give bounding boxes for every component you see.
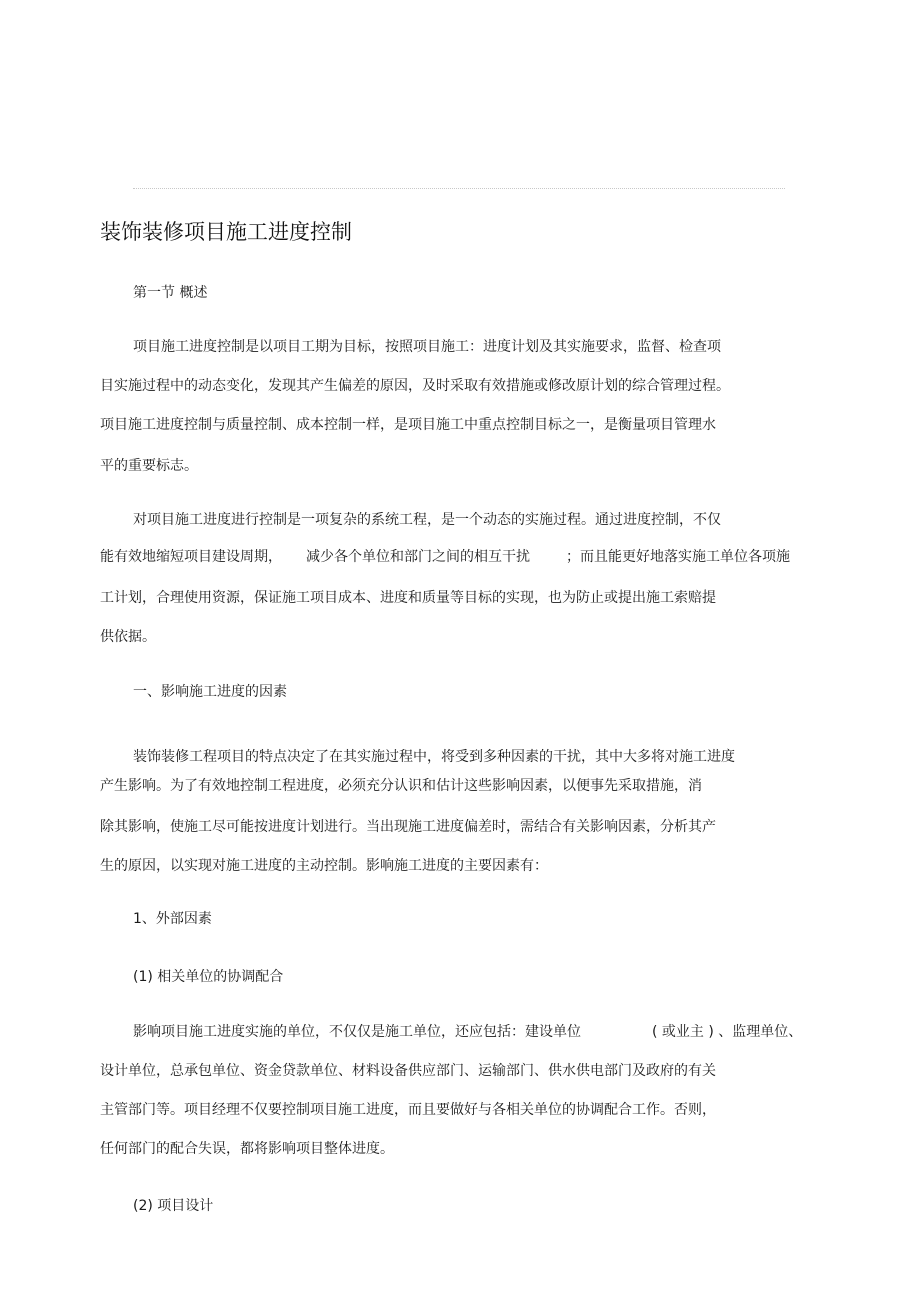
para4-line1a: 影响项目施工进度实施的单位，不仅仅是施工单位，还应包括：建设单位 [133,1024,581,1040]
para2-line4: 供依据。 [100,629,156,645]
para4-line2: 设计单位，总承包单位、资金贷款单位、材料设备供应部门、运输部门、供水供电部门及政府的有关 [100,1063,716,1079]
para3-line2: 产生影响。为了有效地控制工程进度，必须充分认识和估计这些影响因素，以便事先采取措施，消 [100,778,702,794]
heading-coordination: (1) 相关单位的协调配合 [133,969,284,985]
para2-line2b: 减少各个单位和部门之间的相互干扰 [306,549,530,565]
para4-line1b: ( 或业主 ) 、监理单位、 [652,1024,803,1040]
para2-line1: 对项目施工进度进行控制是一项复杂的系统工程，是一个动态的实施过程。通过进度控制，不仅 [133,512,721,528]
para1-line2: 目实施过程中的动态变化，发现其产生偏差的原因，及时采取有效措施或修改原计划的综合管理过程。 [100,378,730,394]
para2-line2c: ；而且能更好地落实施工单位各项施 [566,549,790,565]
header-divider [133,188,785,189]
heading-design: (2) 项目设计 [133,1198,214,1214]
para3-line4: 生的原因，以实现对施工进度的主动控制。影响施工进度的主要因素有： [100,858,548,874]
para1-line4: 平的重要标志。 [100,458,198,474]
para1-line1: 项目施工进度控制是以项目工期为目标，按照项目施工：进度计划及其实施要求，监督、检查项 [133,339,721,355]
heading-factors: 一、影响施工进度的因素 [133,684,287,700]
para4-line4: 任何部门的配合失误，都将影响项目整体进度。 [100,1141,394,1157]
para2-line2a: 能有效地缩短项目建设周期， [100,549,282,565]
para1-line3: 项目施工进度控制与质量控制、成本控制一样，是项目施工中重点控制目标之一，是衡量项目管理水 [100,417,716,433]
document-title: 装饰装修项目施工进度控制 [100,220,352,244]
section-heading: 第一节 概述 [133,285,208,301]
heading-external: 1、外部因素 [133,911,212,927]
para3-line3: 除其影响，使施工尽可能按进度计划进行。当出现施工进度偏差时，需结合有关影响因素，分析其产 [100,819,716,835]
para4-line3: 主管部门等。项目经理不仅要控制项目施工进度，而且要做好与各相关单位的协调配合工作。否则， [100,1102,716,1118]
para2-line3: 工计划，合理使用资源，保证施工项目成本、进度和质量等目标的实现，也为防止或提出施工索赔提 [100,590,716,606]
para3-line1: 装饰装修工程项目的特点决定了在其实施过程中，将受到多种因素的干扰，其中大多将对施工进度 [133,749,735,765]
